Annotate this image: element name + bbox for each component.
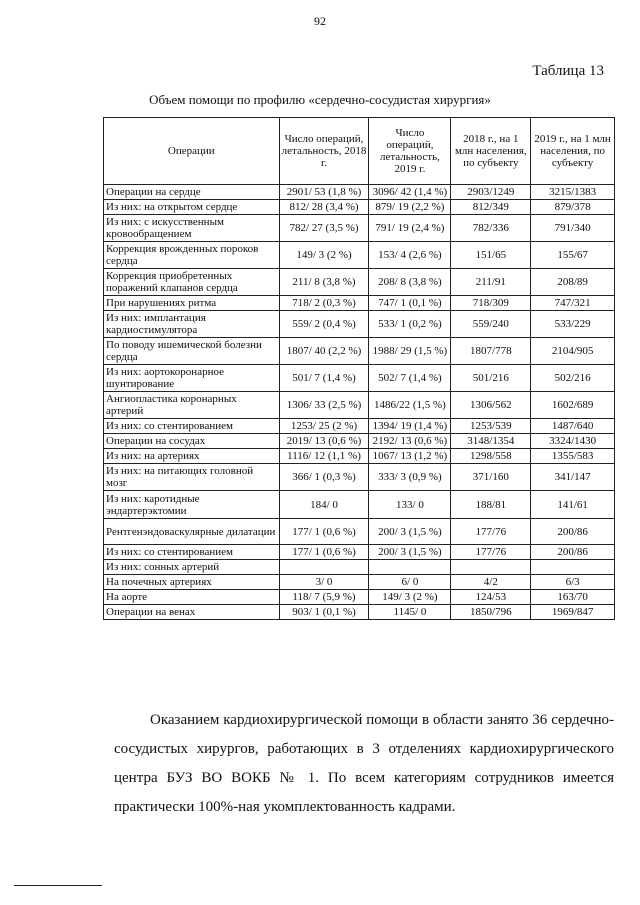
table-row: [104, 365, 615, 392]
table-row: [104, 296, 615, 311]
table-row: [104, 200, 615, 215]
value-cell: 6/ 0: [369, 575, 451, 590]
operation-name-cell: Рентгенэндоваскулярные дилатации: [104, 519, 280, 545]
table-row: [104, 338, 615, 365]
table-row: [104, 269, 615, 296]
value-cell: 149/ 3 (2 %): [279, 242, 369, 269]
value-cell: 333/ 3 (0,9 %): [369, 464, 451, 491]
header-count-2019: Число операций, летальность, 2019 г.: [369, 118, 451, 185]
value-cell: 1988/ 29 (1,5 %): [369, 338, 451, 365]
value-cell: 208/ 8 (3,8 %): [369, 269, 451, 296]
value-cell: 1298/558: [451, 449, 531, 464]
value-cell: 2104/905: [531, 338, 615, 365]
header-per-million-2018: 2018 г., на 1 млн населения, по субъекту: [451, 118, 531, 185]
table-row: [104, 311, 615, 338]
header-operations: Операции: [104, 118, 280, 185]
value-cell: 211/ 8 (3,8 %): [279, 269, 369, 296]
value-cell: 3324/1430: [531, 434, 615, 449]
value-cell: 501/ 7 (1,4 %): [279, 365, 369, 392]
value-cell: 903/ 1 (0,1 %): [279, 605, 369, 620]
page-number: 92: [314, 14, 326, 28]
value-cell: 747/ 1 (0,1 %): [369, 296, 451, 311]
value-cell: [279, 560, 369, 575]
operation-name-cell: На почечных артериях: [104, 575, 280, 590]
header-per-million-2019: 2019 г., на 1 млн населения, по субъекту: [531, 118, 615, 185]
value-cell: 1602/689: [531, 392, 615, 419]
table-row: [104, 185, 615, 200]
header-count-2018: Число операций, летальность, 2018 г.: [279, 118, 369, 185]
value-cell: 177/76: [451, 545, 531, 560]
value-cell: 1394/ 19 (1,4 %): [369, 419, 451, 434]
table-row: [104, 519, 615, 545]
value-cell: 149/ 3 (2 %): [369, 590, 451, 605]
value-cell: 3/ 0: [279, 575, 369, 590]
table-row: [104, 392, 615, 419]
operation-name-cell: На аорте: [104, 590, 280, 605]
value-cell: 812/349: [451, 200, 531, 215]
value-cell: 812/ 28 (3,4 %): [279, 200, 369, 215]
value-cell: 153/ 4 (2,6 %): [369, 242, 451, 269]
table-caption: Таблица 13: [532, 63, 604, 79]
value-cell: [451, 560, 531, 575]
surgery-volume-table: [103, 117, 615, 620]
value-cell: [531, 560, 615, 575]
table-title: Объем помощи по профилю «сердечно-сосудистая хирургия»: [149, 92, 491, 107]
value-cell: 1355/583: [531, 449, 615, 464]
value-cell: 211/91: [451, 269, 531, 296]
operation-name-cell: Операции на сердце: [104, 185, 280, 200]
operation-name-cell: Из них: на открытом сердце: [104, 200, 280, 215]
value-cell: 177/76: [451, 519, 531, 545]
value-cell: 502/216: [531, 365, 615, 392]
value-cell: 1969/847: [531, 605, 615, 620]
value-cell: 200/86: [531, 519, 615, 545]
value-cell: 188/81: [451, 491, 531, 519]
table-row: [104, 545, 615, 560]
value-cell: 200/ 3 (1,5 %): [369, 545, 451, 560]
operation-name-cell: Коррекция врожденных пороков сердца: [104, 242, 280, 269]
value-cell: 1807/ 40 (2,2 %): [279, 338, 369, 365]
value-cell: 208/89: [531, 269, 615, 296]
value-cell: 184/ 0: [279, 491, 369, 519]
operation-name-cell: Из них: каротидные эндартерэктомии: [104, 491, 280, 519]
value-cell: 3148/1354: [451, 434, 531, 449]
value-cell: 1306/562: [451, 392, 531, 419]
value-cell: [369, 560, 451, 575]
table-row: [104, 215, 615, 242]
value-cell: 533/ 1 (0,2 %): [369, 311, 451, 338]
operation-name-cell: Коррекция приобретенных поражений клапанов сердца: [104, 269, 280, 296]
operation-name-cell: По поводу ишемической болезни сердца: [104, 338, 280, 365]
value-cell: 879/ 19 (2,2 %): [369, 200, 451, 215]
operation-name-cell: Из них: со стентированием: [104, 545, 280, 560]
value-cell: 559/240: [451, 311, 531, 338]
value-cell: 6/3: [531, 575, 615, 590]
value-cell: 1306/ 33 (2,5 %): [279, 392, 369, 419]
value-cell: 155/67: [531, 242, 615, 269]
operation-name-cell: При нарушениях ритма: [104, 296, 280, 311]
value-cell: 2903/1249: [451, 185, 531, 200]
value-cell: 163/70: [531, 590, 615, 605]
value-cell: 1067/ 13 (1,2 %): [369, 449, 451, 464]
footnote-divider: [14, 885, 102, 886]
value-cell: 341/147: [531, 464, 615, 491]
value-cell: 1145/ 0: [369, 605, 451, 620]
body-paragraph: Оказанием кардиохирургической помощи в области занято 36 сердечно-сосудистых хирургов, работающих в 3 отделениях кардиохирургического центра БУЗ ВО ВОКБ № 1. По всем категориям сотрудников имеется практически 100%-ная укомплектованность кадрами.: [114, 712, 614, 815]
value-cell: 133/ 0: [369, 491, 451, 519]
operation-name-cell: Операции на сосудах: [104, 434, 280, 449]
operation-name-cell: Из них: с искусственным кровообращением: [104, 215, 280, 242]
operation-name-cell: Ангиопластика коронарных артерий: [104, 392, 280, 419]
value-cell: 791/340: [531, 215, 615, 242]
value-cell: 200/ 3 (1,5 %): [369, 519, 451, 545]
value-cell: 782/ 27 (3,5 %): [279, 215, 369, 242]
value-cell: 200/86: [531, 545, 615, 560]
value-cell: 747/321: [531, 296, 615, 311]
value-cell: 879/378: [531, 200, 615, 215]
value-cell: 151/65: [451, 242, 531, 269]
value-cell: 1850/796: [451, 605, 531, 620]
value-cell: 1116/ 12 (1,1 %): [279, 449, 369, 464]
table-row: [104, 590, 615, 605]
value-cell: 501/216: [451, 365, 531, 392]
value-cell: 1807/778: [451, 338, 531, 365]
value-cell: 2901/ 53 (1,8 %): [279, 185, 369, 200]
operation-name-cell: Операции на венах: [104, 605, 280, 620]
operation-name-cell: Из них: на питающих головной мозг: [104, 464, 280, 491]
value-cell: 3096/ 42 (1,4 %): [369, 185, 451, 200]
value-cell: 177/ 1 (0,6 %): [279, 519, 369, 545]
value-cell: 3215/1383: [531, 185, 615, 200]
table-row: [104, 464, 615, 491]
table-row: [104, 242, 615, 269]
operation-name-cell: Из них: на артериях: [104, 449, 280, 464]
value-cell: 366/ 1 (0,3 %): [279, 464, 369, 491]
value-cell: 124/53: [451, 590, 531, 605]
operation-name-cell: Из них: имплантация кардиостимулятора: [104, 311, 280, 338]
table-row: [104, 434, 615, 449]
value-cell: 1253/ 25 (2 %): [279, 419, 369, 434]
value-cell: 791/ 19 (2,4 %): [369, 215, 451, 242]
table-row: [104, 419, 615, 434]
value-cell: 4/2: [451, 575, 531, 590]
value-cell: 177/ 1 (0,6 %): [279, 545, 369, 560]
value-cell: 718/309: [451, 296, 531, 311]
value-cell: 559/ 2 (0,4 %): [279, 311, 369, 338]
table-row: [104, 491, 615, 519]
table-row: [104, 605, 615, 620]
value-cell: 2019/ 13 (0,6 %): [279, 434, 369, 449]
operation-name-cell: Из них: сонных артерий: [104, 560, 280, 575]
value-cell: 1253/539: [451, 419, 531, 434]
table-row: [104, 449, 615, 464]
value-cell: 118/ 7 (5,9 %): [279, 590, 369, 605]
table-row: [104, 575, 615, 590]
operation-name-cell: Из них: аортокоронарное шунтирование: [104, 365, 280, 392]
operation-name-cell: Из них: со стентированием: [104, 419, 280, 434]
value-cell: 2192/ 13 (0,6 %): [369, 434, 451, 449]
value-cell: 782/336: [451, 215, 531, 242]
value-cell: 1486/22 (1,5 %): [369, 392, 451, 419]
table-body: [104, 185, 615, 620]
value-cell: 141/61: [531, 491, 615, 519]
value-cell: 1487/640: [531, 419, 615, 434]
value-cell: 533/229: [531, 311, 615, 338]
value-cell: 371/160: [451, 464, 531, 491]
table-header-row: [104, 118, 615, 185]
value-cell: 502/ 7 (1,4 %): [369, 365, 451, 392]
table-row: [104, 560, 615, 575]
value-cell: 718/ 2 (0,3 %): [279, 296, 369, 311]
